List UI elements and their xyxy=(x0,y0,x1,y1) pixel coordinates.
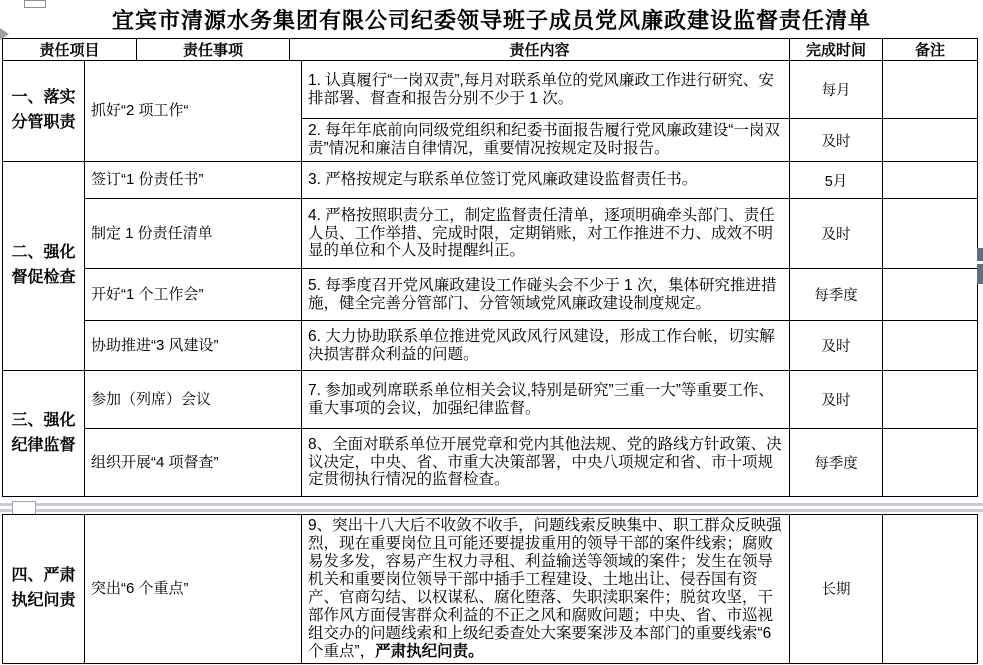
content-text: 2. 每年年底前向同级党组织和纪委书面报告履行党风廉政建设“一岗双责”情况和廉洁自律情况，重要情况按规定及时报告。 xyxy=(308,122,780,157)
responsibility-content-cell[interactable] xyxy=(302,199,790,269)
table-row xyxy=(3,269,978,321)
remark-cell[interactable] xyxy=(883,119,978,162)
responsibility-project-cell[interactable]: 四、严肃执纪问责 xyxy=(3,515,85,664)
completion-time-cell[interactable]: 及时 xyxy=(790,119,883,162)
responsibility-content-cell[interactable] xyxy=(302,321,790,371)
table-row xyxy=(3,371,978,429)
column-header[interactable]: 责任事项 xyxy=(137,39,290,61)
column-header[interactable]: 备注 xyxy=(883,39,978,61)
page-break-marker xyxy=(12,501,36,515)
completion-time-cell[interactable]: 及时 xyxy=(790,371,883,429)
content-text: 8、全面对联系单位开展党章和党内其他法规、党的路线方针政策、决议决定，中央、省、市重大决策部署，中央八项规定和省、市十项规定贯彻执行情况的监督检查。 xyxy=(308,435,782,489)
document-title[interactable]: 宜宾市清源水务集团有限公司纪委领导班子成员党风廉政建设监督责任清单 xyxy=(111,8,871,33)
responsibility-project-cell[interactable]: 一、落实分管职责 xyxy=(3,61,85,162)
remark-cell[interactable] xyxy=(883,61,978,119)
responsibility-table-header xyxy=(2,38,978,61)
completion-time-cell[interactable]: 每季度 xyxy=(790,429,883,497)
content-text: 6. 大力协助联系单位推进党风政风行风建设，形成工作台帐，切实解决损害群众利益的问题。 xyxy=(308,327,775,363)
column-header[interactable]: 责任项目 xyxy=(3,39,137,61)
responsibility-matter-cell[interactable]: 开好“1 个工作会” xyxy=(85,269,302,321)
table-row xyxy=(3,61,978,119)
responsibility-matter-cell[interactable]: 突出“6 个重点” xyxy=(85,515,302,664)
table-row xyxy=(3,162,978,199)
responsibility-content-cell[interactable] xyxy=(302,61,790,119)
responsibility-matter-cell[interactable]: 组织开展“4 项督查” xyxy=(85,429,302,497)
table-row xyxy=(3,515,978,664)
remark-cell[interactable] xyxy=(883,371,978,429)
responsibility-matter-cell[interactable]: 参加（列席）会议 xyxy=(85,371,302,429)
responsibility-matter-cell[interactable]: 协助推进“3 风建设” xyxy=(85,321,302,371)
content-text: 3. 严格按规定与联系单位签订党风廉政建设监督责任书。 xyxy=(308,171,698,189)
column-header[interactable]: 完成时间 xyxy=(790,39,883,61)
responsibility-content-cell[interactable] xyxy=(302,269,790,321)
completion-time-cell[interactable]: 及时 xyxy=(790,199,883,269)
content-text: 7. 参加或列席联系单位相关会议,特别是研究”三重一大”等重要工作、重大事项的会议，加强纪律监督。 xyxy=(308,381,774,417)
completion-time-cell[interactable]: 每季度 xyxy=(790,269,883,321)
content-text: 1. 认真履行“一岗双责”,每月对联系单位的党风廉政工作进行研究、安排部署、督查和报告分别不少于 1 次。 xyxy=(308,71,774,107)
remark-cell[interactable] xyxy=(883,515,978,664)
vertical-scrollbar-thumb[interactable] xyxy=(977,248,983,284)
completion-time-cell[interactable]: 每月 xyxy=(790,61,883,119)
completion-time-cell[interactable]: 5月 xyxy=(790,162,883,199)
table-row xyxy=(3,321,978,371)
remark-cell[interactable] xyxy=(883,269,978,321)
content-text: 4. 严格按照职责分工，制定监督责任清单，逐项明确牵头部门、责任人员、工作举措、完成时限，定期销账，对工作推进不力、成效不明显的单位和个人及时提醒纠正。 xyxy=(308,206,775,260)
remark-cell[interactable] xyxy=(883,429,978,497)
responsibility-matter-cell[interactable]: 制定 1 份责任清单 xyxy=(85,199,302,269)
remark-cell[interactable] xyxy=(883,162,978,199)
responsibility-table-page1 xyxy=(2,60,978,497)
remark-cell[interactable] xyxy=(883,321,978,371)
responsibility-project-cell[interactable]: 三、强化纪律监督 xyxy=(3,371,85,497)
scrollbar-notch xyxy=(977,261,983,264)
content-text: 5. 每季度召开党风廉政建设工作碰头会不少于 1 次，集体研究推进措施，健全完善分管部门、分管领域党风廉政建设制度规定。 xyxy=(308,276,777,312)
table-row xyxy=(3,429,978,497)
responsibility-content-cell[interactable] xyxy=(302,371,790,429)
responsibility-content-cell[interactable] xyxy=(302,119,790,162)
header-row xyxy=(3,39,978,61)
column-header[interactable]: 责任内容 xyxy=(290,39,790,61)
responsibility-content-cell[interactable] xyxy=(302,162,790,199)
responsibility-content-cell[interactable] xyxy=(302,515,790,664)
responsibility-table-page2 xyxy=(2,514,978,664)
content-text-bold: 严肃执纪问责。 xyxy=(375,642,484,660)
completion-time-cell[interactable]: 长期 xyxy=(790,515,883,664)
completion-time-cell[interactable]: 及时 xyxy=(790,321,883,371)
table-row xyxy=(3,199,978,269)
responsibility-matter-cell[interactable]: 抓好“2 项工作“ xyxy=(85,61,302,162)
responsibility-matter-cell[interactable]: 签订“1 份责任书” xyxy=(85,162,302,199)
remark-cell[interactable] xyxy=(883,199,978,269)
page-break-band xyxy=(0,503,983,512)
content-text: 9、突出十八大后不收敛不收手，问题线索反映集中、职工群众反映强烈，现在重要岗位且可能还要提拔重用的领导干部的案件线索；腐败易发多发，容易产生权力寻租、利益输送等领域的案件；发生在领导机关和重要岗位领导干部中插手工程建设、土地出让、侵吞国有资产、官商勾结、以权谋私、腐化堕落、失职渎职案件；脱贫攻坚，干部作风方面侵害群众利益的不正之风和腐败问题；中央、省、市巡视组交办的问题线索和上级纪委查处大案要案涉及本部门的重要线索“6 个重点”， xyxy=(308,517,782,660)
responsibility-project-cell[interactable]: 二、强化督促检查 xyxy=(3,162,85,371)
responsibility-content-cell[interactable] xyxy=(302,429,790,497)
